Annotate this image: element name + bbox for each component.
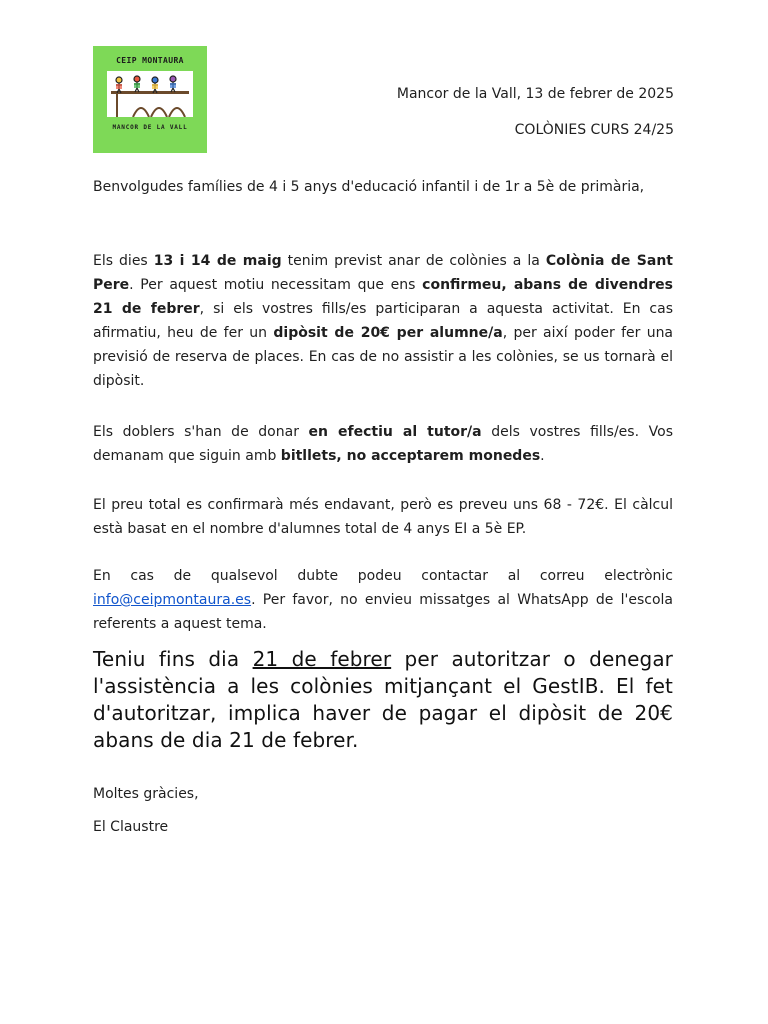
trip-dates: 13 i 14 de maig [153,253,282,269]
school-logo [93,46,207,153]
greeting-paragraph: Benvolgudes famílies de 4 i 5 anys d'educació infantil i de 1r a 5è de primària, [93,179,645,195]
payment-notes: bitllets, no acceptarem monedes [280,448,541,464]
text: . [540,448,545,464]
deadline-underlined: 21 de febrer [252,647,392,671]
contact-paragraph [93,564,673,636]
text: . Per aquest motiu necessitam que ens [129,277,423,293]
price-paragraph: El preu total es confirmarà més endavant, però es preveu uns 68 - 72€. El càlcul està basat en el nombre d'alumnes total de 4 anys EI a 5è EP. [93,497,673,537]
confirmation-deadline: confirmeu, abans de divendres 21 de febrer [93,277,673,317]
closing-thanks: Moltes gràcies, [93,786,199,802]
text: , per així poder fer una previsió de reserva de places. En cas de no assistir a les colònies, se us tornarà el dipòsit. [93,325,674,389]
text: . Per favor, no envieu missatges al WhatsApp de l'escola referents a aquest tema. [93,592,673,632]
text: Teniu fins dia [93,647,253,671]
text: Els doblers s'han de donar [93,424,309,440]
logo-school-name: CEIP MONTAURA [116,56,184,65]
letter-date: Mancor de la Vall, 13 de febrer de 2025 [396,86,674,102]
authorization-notice [93,646,673,754]
text: tenim previst anar de colònies a la [281,253,546,269]
text: Els dies [93,253,154,269]
email-link[interactable]: info@ceipmontaura.es [93,592,252,608]
text: , si els vostres fills/es participaran a aquesta activitat. En cas afirmatiu, heu de fer un [93,301,673,341]
text: En cas de qualsevol dubte podeu contactar al correu electrònic [93,568,673,584]
deposit-amount: dipòsit de 20€ per alumne/a [273,325,503,341]
trip-details-paragraph [93,249,673,393]
logo-town-name: MANCOR DE LA VALL [112,124,188,131]
payment-method: en efectiu al tutor/a [308,424,482,440]
trip-location: Colònia de Sant Pere [93,253,673,293]
text: dels vostres fills/es. Vos demanam que siguin amb [93,424,673,464]
letter-subject: COLÒNIES CURS 24/25 [514,122,674,138]
payment-paragraph [93,420,673,468]
logo-children-bridge-drawing [107,71,193,117]
signature: El Claustre [93,819,169,835]
text: per autoritzar o denegar l'assistència a les colònies mitjançant el GestIB. El fet d'autoritzar, implica haver de pagar el dipòsit de 20€ abans de dia 21 de febrer. [93,647,674,752]
